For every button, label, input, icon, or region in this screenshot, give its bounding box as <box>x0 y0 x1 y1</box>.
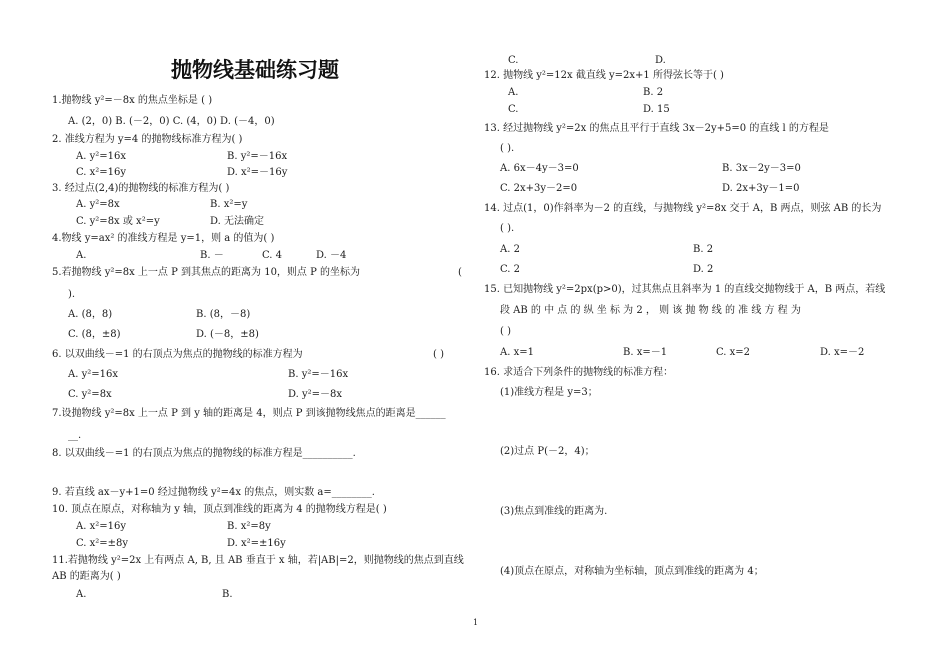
left-question-line: A. (8，8) <box>68 309 113 320</box>
left-question-line: D. x²=－16y <box>227 167 288 178</box>
right-question-line: B. 3x－2y－3=0 <box>722 163 801 174</box>
left-question-line: A. <box>76 250 87 261</box>
left-question-line: 3. 经过点(2,4)的抛物线的标准方程为( ) <box>52 183 230 194</box>
left-question-line: 2. 准线方程为 y=4 的抛物线标准方程为( ) <box>52 134 243 145</box>
left-question-line: 11.若抛物线 y²=2x 上有两点 A, B, 且 AB 垂直于 x 轴，若|AB|=2，则抛物线的焦点到直线 <box>52 555 464 566</box>
right-question-line: 14. 过点(1，0)作斜率为－2 的直线，与抛物线 y²=8x 交于 A，B 两点，则弦 AB 的长为 <box>484 203 882 214</box>
right-question-line: D. 15 <box>643 104 670 115</box>
left-question-line: ). <box>68 289 76 300</box>
right-question-line: ( ). <box>500 143 515 154</box>
left-question-line: C. (8，±8) <box>68 329 121 340</box>
left-question-line: 6. 以双曲线－=1 的右顶点为焦点的抛物线的标准方程为 <box>52 349 303 360</box>
left-question-line: 4.物线 y=ax² 的准线方程是 y=1，则 a 的值为( ) <box>52 233 275 244</box>
left-question-line: ( <box>458 267 462 278</box>
right-question-line: (1)准线方程是 y=3； <box>500 387 598 398</box>
right-question-line: D. <box>655 55 666 66</box>
left-question-line: D. －4 <box>316 250 347 261</box>
left-question-line: C. x²=±8y <box>76 538 129 549</box>
left-question-line: B. － <box>200 250 224 261</box>
right-question-line: A. x=1 <box>500 347 534 358</box>
right-question-line: 16. 求适合下列条件的抛物线的标准方程： <box>484 367 674 378</box>
left-question-line: A. x²=16y <box>76 521 126 532</box>
right-question-line: ( ) <box>500 326 511 337</box>
left-question-line: AB 的距离为( ) <box>52 571 121 582</box>
left-question-line: B. <box>222 589 233 600</box>
right-question-line: 13. 经过抛物线 y²=2x 的焦点且平行于直线 3x－2y+5=0 的直线 l 的方程是 <box>484 123 829 134</box>
right-question-line: D. x=－2 <box>820 347 865 358</box>
left-question-line: A. y²=16x <box>68 369 118 380</box>
left-question-line: B. y²=－16x <box>288 369 349 380</box>
left-question-line: C. 4 <box>262 250 283 261</box>
left-question-line: C. y²=8x 或 x²=y <box>76 216 160 227</box>
right-question-line: B. x=－1 <box>623 347 668 358</box>
left-question-line: 5.若抛物线 y²=8x 上一点 P 到其焦点的距离为 10，则点 P 的坐标为 <box>52 267 361 278</box>
right-question-line: 段 AB 的 中 点 的 纵 坐 标 为 2 ， 则 该 抛 物 线 的 准 线 方 程 为 <box>500 305 801 316</box>
right-question-line: C. <box>508 55 519 66</box>
right-question-line: C. 2x+3y－2=0 <box>500 183 578 194</box>
left-question-line: B. y²=－16x <box>227 151 288 162</box>
left-question-line: D. x²=±16y <box>227 538 286 549</box>
right-question-line: A. <box>508 87 519 98</box>
right-question-line: (4)顶点在原点，对称轴为坐标轴，顶点到准线的距离为 4； <box>500 566 764 577</box>
left-question-line: C. x²=16y <box>76 167 127 178</box>
left-question-line: C. y²=8x <box>68 389 112 400</box>
right-question-line: C. x=2 <box>716 347 751 358</box>
page-title: 抛物线基础练习题 <box>171 58 339 82</box>
left-question-line: B. (8，－8) <box>196 309 251 320</box>
right-question-line: 15. 已知抛物线 y²=2px(p>0)，过其焦点且斜率为 1 的直线交抛物线于 A，B 两点，若线 <box>484 284 886 295</box>
right-question-line: A. 2 <box>500 244 520 255</box>
left-question-line: D. 无法确定 <box>210 216 265 227</box>
left-question-line: A. y²=16x <box>76 151 126 162</box>
left-question-line: D. (－8，±8) <box>196 329 259 340</box>
left-question-line: D. y²=－8x <box>288 389 343 400</box>
page-number: 1 <box>473 618 479 627</box>
left-question-line: 8. 以双曲线－=1 的右顶点为焦点的抛物线的标准方程是__________. <box>52 448 356 459</box>
right-question-line: (2)过点 P(－2，4)； <box>500 446 595 457</box>
left-question-line: B. x²=y <box>210 199 248 210</box>
left-question-line: A. y²=8x <box>76 199 120 210</box>
right-question-line: C. <box>508 104 519 115</box>
left-question-line: __. <box>68 430 82 441</box>
left-question-line: A. (2，0) B. (－2，0) C. (4，0) D. (－4，0) <box>68 116 275 127</box>
right-question-line: D. 2 <box>693 264 714 275</box>
right-question-line: B. 2 <box>643 87 664 98</box>
right-question-line: A. 6x－4y－3=0 <box>500 163 579 174</box>
right-question-line: B. 2 <box>693 244 714 255</box>
left-question-line: ( ) <box>433 349 444 360</box>
left-question-line: A. <box>76 589 87 600</box>
right-question-line: C. 2 <box>500 264 521 275</box>
right-question-line: (3)焦点到准线的距离为. <box>500 506 608 517</box>
right-question-line: 12. 抛物线 y²=12x 截直线 y=2x+1 所得弦长等于( ) <box>484 70 724 81</box>
left-question-line: 7.设抛物线 y²=8x 上一点 P 到 y 轴的距离是 4，则点 P 到该抛物线焦点的距离是______ <box>52 408 446 419</box>
left-question-line: 1.抛物线 y²=－8x 的焦点坐标是 ( ) <box>52 95 213 106</box>
right-question-line: D. 2x+3y－1=0 <box>722 183 800 194</box>
left-question-line: 10. 顶点在原点，对称轴为 y 轴，顶点到准线的距离为 4 的抛物线方程是( ) <box>52 504 387 515</box>
left-question-line: B. x²=8y <box>227 521 271 532</box>
left-question-line: 9. 若直线 ax－y+1=0 经过抛物线 y²=4x 的焦点，则实数 a=________. <box>52 487 375 498</box>
right-question-line: ( ). <box>500 223 515 234</box>
